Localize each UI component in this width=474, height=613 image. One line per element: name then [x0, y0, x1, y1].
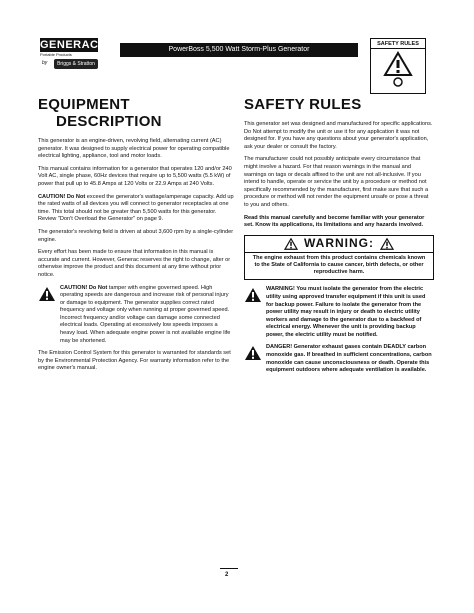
exhaust-danger-lead: DANGER! — [266, 344, 293, 351]
heading-line-2: DESCRIPTION — [56, 113, 162, 130]
warning-triangle-icon — [244, 345, 262, 361]
safety-tab-label: SAFETY RULES — [371, 41, 425, 49]
generac-logo: GENERAC — [40, 39, 99, 51]
warning-body: The engine exhaust from this product contains chemicals known to the State of California to cause cancer, birth defects, or other reproductive harm. — [252, 254, 426, 276]
page-number-rule — [220, 568, 238, 569]
page-header — [0, 0, 474, 82]
by-label: by — [42, 60, 48, 66]
safety-rules-tab — [370, 38, 426, 94]
caution-lead: CAUTION! Do Not — [38, 193, 86, 200]
governor-caution-lead: CAUTION! Do Not — [60, 284, 108, 291]
heading-line-1: EQUIPMENT — [38, 96, 130, 113]
warning-triangle-icon — [244, 287, 262, 303]
governor-caution-text: tamper with engine governed speed. High operating speeds are dangerous and increase risk of personal injury or damage to equipment. The generator supplies correct rated frequency and voltage only when running at proper governed speed. Incorrect frequency and/or voltage can damage some connected electrical loads. Operating at excessively low speeds imposes a heavy load. When adequate engine power is not available engine life may be shortened. — [60, 284, 231, 344]
warning-header — [245, 236, 433, 253]
notice-paragraph: Every effort has been made to ensure that information in this manual is accurate and current. However, Generac reserves the right to change, alter or otherwise improve the product and this document at any time without prior notice. — [38, 249, 231, 278]
isolation-warning — [244, 286, 434, 339]
isolation-warning-lead: WARNING! — [266, 286, 295, 293]
emission-paragraph: The Emission Control System for this generator is warranted for standards set by the Environmental Protection Agency. For warranty information refer to the engine owner's manual. — [38, 350, 231, 372]
safety-rules-heading: SAFETY RULES — [244, 96, 362, 113]
briggs-stratton-logo: Briggs & Stratton — [54, 59, 98, 69]
rpm-paragraph: The generator's revolving field is driven at about 3,600 rpm by a single-cylinder engine. — [38, 228, 234, 243]
capacity-paragraph: This manual contains information for a generator that operates 120 and/or 240 Volt AC, single phase, 60Hz devices that require up to 5,500 watts (5.5 kW) of power that pull up to 45.8 Amps at 120 Volts or 22.9 Amps at 240 Volts. — [38, 165, 232, 187]
hazard-triangle-icon — [383, 51, 413, 87]
isolation-warning-text: You must isolate the generator from the electric utility using approved transfer equipment if this unit is used for backup power. Failure to isolate the generator from the power utility may result in injury or death to electric utility workers and damage to the generator due to a backfeed of electrical energy. Whenever the unit is providing backup power, the electric utility must be notified. — [266, 286, 426, 338]
generac-logo-subtitle: Portable Products — [40, 52, 72, 57]
caution-body: exceed the generator's wattage/amperage capacity. Add up the rated watts of all devices you will connect to generator receptacles at one time. This total should not be greater than 5,500 watts for this generator. Review "Don't Overload the Generator" on page 9. — [38, 193, 234, 223]
header-title-bar: PowerBoss 5,500 Watt Storm-Plus Generator — [120, 43, 358, 57]
prop65-warning-box — [244, 235, 434, 281]
overload-caution-paragraph — [38, 194, 234, 224]
intro-paragraph: This generator is an engine-driven, revolving field, alternating current (AC) generator. It was designed to supply electrical power for operating compatible electrical lighting, appliance, tool and motor loads. — [38, 138, 230, 160]
safety-rules-column — [244, 96, 434, 380]
equipment-description-heading — [38, 96, 234, 130]
warning-triangle-icon — [38, 286, 56, 302]
warning-triangle-icon — [380, 238, 394, 250]
application-paragraph: This generator set was designed and manufactured for specific applications. Do Not attempt to modify the unit or use it for any application it was not designed for. If you have any questions about your generator's application, ask your dealer or consult the factory. — [244, 121, 433, 150]
warning-title: WARNING: — [304, 235, 374, 250]
hazard-paragraph: The manufacturer could not possibly anticipate every circumstance that might involve a hazard. For that reason warnings in the manual and warnings on tags or decals affixed to the unit are not all-inclusive. If you intend to handle, operate or service the unit by a procedure or method not specifically recommended by the manufacturer, first make sure that such a procedure or method will not render the equipment unsafe or pose a threat to you and others. — [244, 156, 429, 208]
equipment-description-column — [38, 96, 234, 378]
warning-triangle-icon — [284, 238, 298, 250]
page-number: 2 — [225, 572, 229, 578]
exhaust-danger-text: Generator exhaust gases contain DEADLY carbon monoxide gas. If breathed in sufficient concentrations, carbon monoxide can cause unconsciousness or death. Operate this equipment outdoors where adequate ventilation is available. — [266, 344, 432, 374]
read-manual-paragraph: Read this manual carefully and become familiar with your generator set. Know its applications, its limitations and any hazards involved. — [244, 214, 425, 229]
exhaust-danger — [244, 344, 434, 374]
governor-caution — [38, 285, 234, 346]
